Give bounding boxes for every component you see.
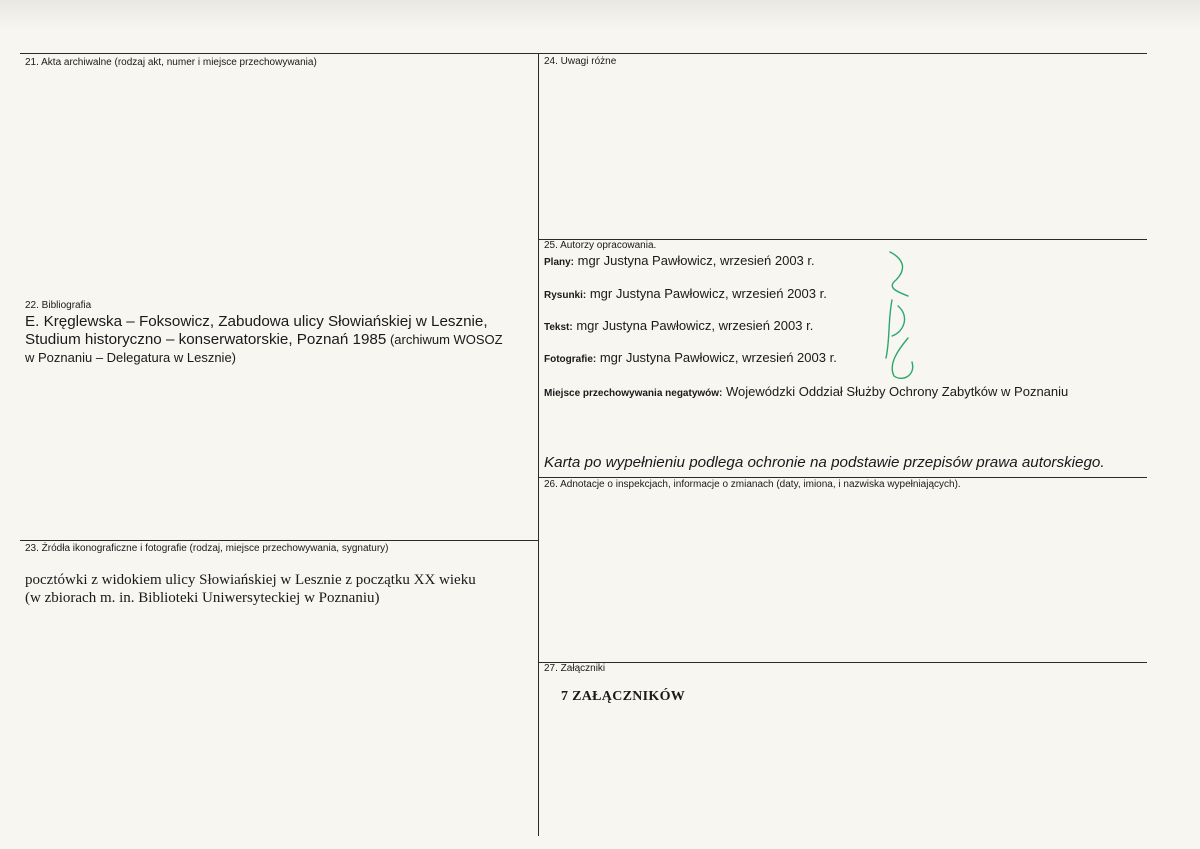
section-22-label: 22. Bibliografia <box>25 300 92 311</box>
section-23-label: 23. Źródła ikonograficzne i fotografie (rodzaj, miejsce przechowywania, sygnatury) <box>25 543 389 554</box>
author-value: mgr Justyna Pawłowicz, wrzesień 2003 r. <box>572 318 814 333</box>
handwritten-signature <box>868 240 928 390</box>
author-key: Plany: <box>544 257 575 268</box>
iconography-line-1: pocztówki z widokiem ulicy Słowiańskiej w Lesznie z początku XX wieku <box>25 572 476 588</box>
author-row-drawings <box>544 286 827 304</box>
author-value: mgr Justyna Pawłowicz, wrzesień 2003 r. <box>596 350 837 365</box>
rule-27 <box>538 662 1147 663</box>
author-value: mgr Justyna Pawłowicz, wrzesień 2003 r. <box>574 253 815 268</box>
author-row-text <box>544 318 813 336</box>
section-26-label: 26. Adnotacje o inspekcjach, informacje o zmianach (daty, imiona, i nazwiska wypełniających). <box>544 479 961 490</box>
section-25-label: 25. Autorzy opracowania. <box>544 240 657 251</box>
section-21-label: 21. Akta archiwalne (rodzaj akt, numer i miejsce przechowywania) <box>25 57 317 68</box>
bibliography-archive: (archiwum WOSOZ <box>386 332 503 347</box>
negatives-row <box>544 384 1068 402</box>
author-value: mgr Justyna Pawłowicz, wrzesień 2003 r. <box>586 286 827 301</box>
rule-26 <box>538 477 1147 478</box>
author-row-photos <box>544 350 837 368</box>
bibliography-line-1: E. Kręglewska – Foksowicz, Zabudowa ulicy Słowiańskiej w Lesznie, <box>25 313 488 330</box>
author-key: Rysunki: <box>544 290 587 301</box>
iconography-line-2: (w zbiorach m. in. Biblioteki Uniwersyteckiej w Poznaniu) <box>25 590 380 606</box>
copyright-notice: Karta po wypełnieniu podlega ochronie na podstawie przepisów prawa autorskiego. <box>544 454 1105 471</box>
bibliography-line-3: w Poznaniu – Delegatura w Lesznie) <box>25 350 237 365</box>
bibliography-title: Studium historyczno – konserwatorskie, Poznań 1985 <box>25 331 387 348</box>
section-24-label: 24. Uwagi różne <box>544 56 617 67</box>
section-27-label: 27. Załączniki <box>544 663 606 674</box>
center-divider <box>538 53 539 836</box>
paper-edge <box>0 0 1200 30</box>
bibliography-line-2 <box>25 331 533 349</box>
rule-23 <box>20 540 538 541</box>
author-row-plans <box>544 253 815 271</box>
author-key: Tekst: <box>544 322 573 333</box>
bibliography-text <box>25 313 533 367</box>
negatives-value: Wojewódzki Oddział Służby Ochrony Zabytków w Poznaniu <box>722 384 1069 399</box>
attachments-count: 7 ZAŁĄCZNIKÓW <box>561 689 686 704</box>
negatives-key: Miejsce przechowywania negatywów: <box>544 388 723 399</box>
top-rule <box>20 53 1147 54</box>
author-key: Fotografie: <box>544 354 597 365</box>
